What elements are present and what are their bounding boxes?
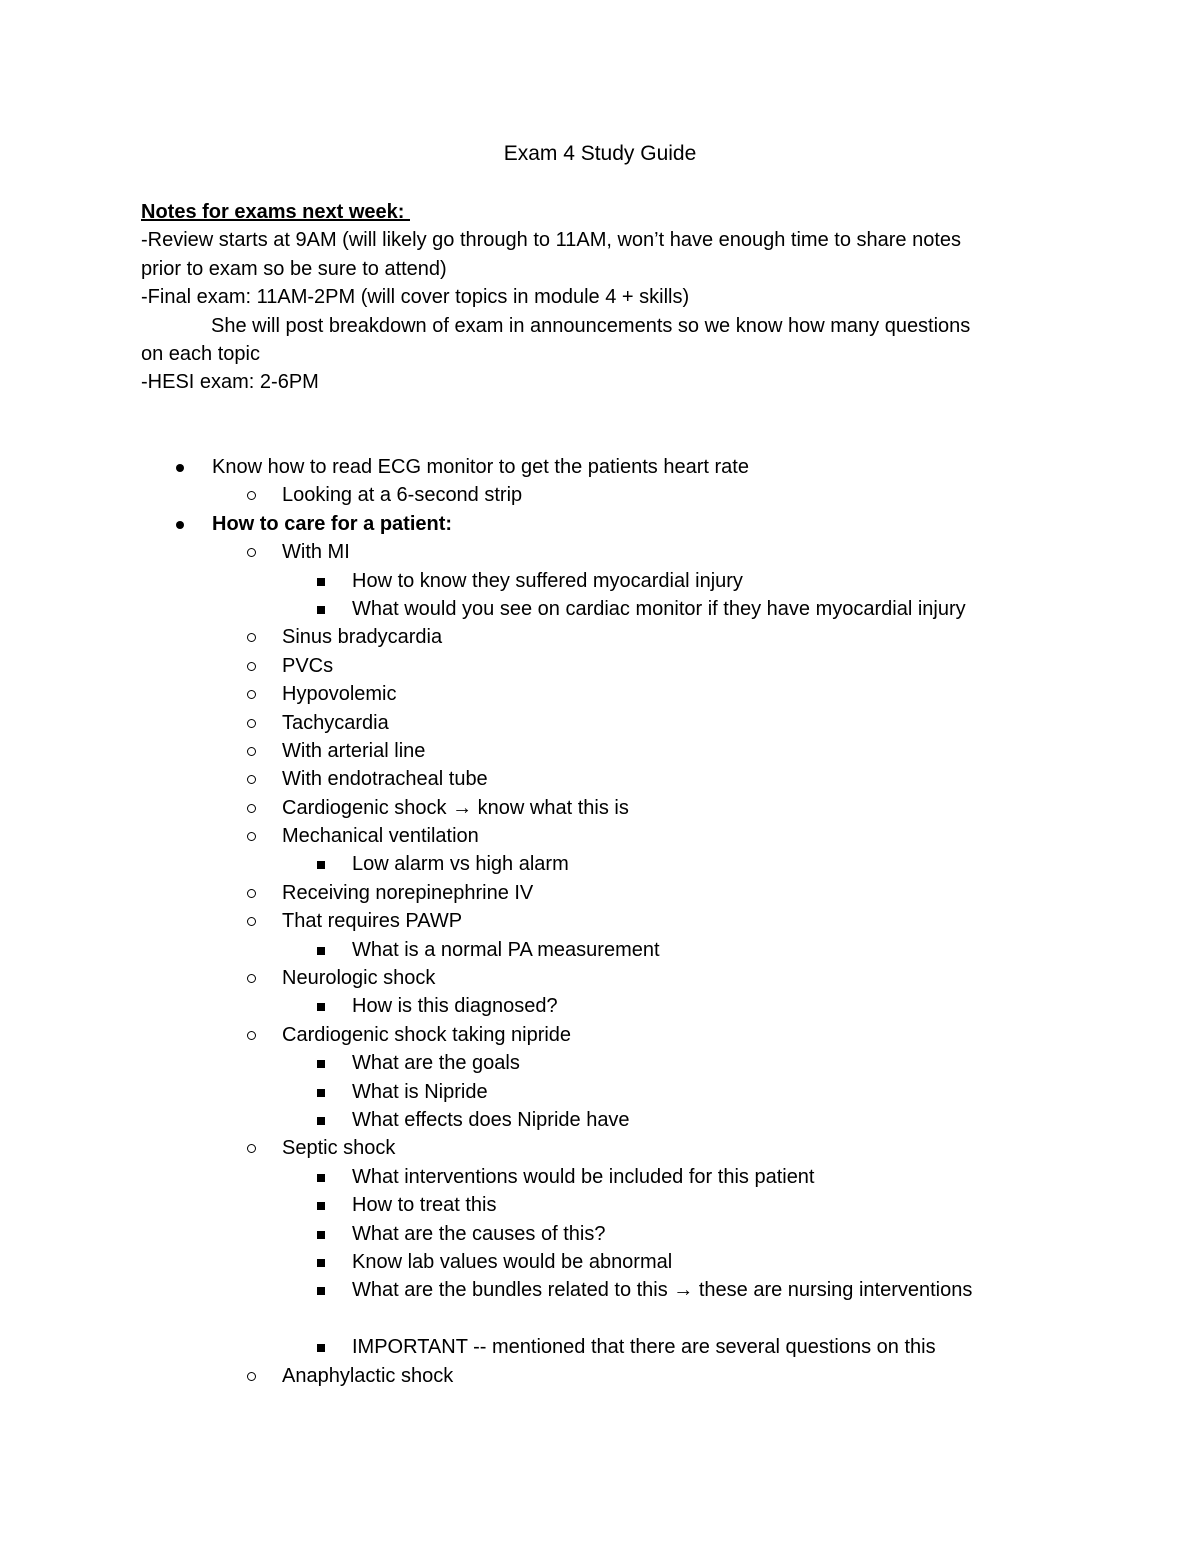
outline-item-text: Looking at a 6-second strip [282, 484, 523, 507]
outline-item-text: What effects does Nipride have [352, 1108, 630, 1131]
outline-item-text: Tachycardia [282, 711, 389, 734]
outline-item-level-3 [0, 1248, 1200, 1276]
outline-item-text: With arterial line [282, 739, 426, 762]
outline-item-level-2 [0, 964, 1200, 992]
outline-item-text: Neurologic shock [282, 967, 436, 990]
outline-item-level-2 [0, 709, 1200, 737]
outline-item-level-3 [0, 850, 1200, 878]
outline-item-level-3 [0, 595, 1200, 623]
outline-item-text: How is this diagnosed? [352, 995, 558, 1018]
document-title: Exam 4 Study Guide [503, 142, 697, 165]
outline-item-level-3 [0, 1078, 1200, 1106]
notes-line: -HESI exam: 2-6PM [141, 371, 319, 394]
outline-item-level-2 [0, 1134, 1200, 1162]
outline-item-text: With endotracheal tube [282, 768, 488, 791]
outline-item-level-3 [0, 1276, 1200, 1333]
outline-item-level-2 [0, 680, 1200, 708]
outline-item-level-2 [0, 538, 1200, 566]
outline-item-level-2 [0, 879, 1200, 907]
outline-item-level-3 [0, 567, 1200, 595]
outline-item-text: Septic shock [282, 1137, 396, 1160]
outline-item-level-1 [0, 510, 1200, 538]
outline-item-level-2 [0, 1362, 1200, 1390]
outline-item-level-2 [0, 623, 1200, 651]
outline-item-level-3 [0, 1106, 1200, 1134]
outline-item-level-3 [0, 992, 1200, 1020]
outline-item-text: Know how to read ECG monitor to get the patients heart rate [212, 456, 749, 478]
outline-item-text: Low alarm vs high alarm [352, 853, 569, 876]
outline-item-text: What is a normal PA measurement [352, 938, 660, 961]
notes-line: -Final exam: 11AM-2PM (will cover topics in module 4 + skills) [141, 286, 690, 309]
notes-line: on each topic [141, 343, 260, 366]
outline-item-text: Hypovolemic [282, 683, 397, 706]
outline-item-level-2 [0, 765, 1200, 793]
outline-item-text: Receiving norepinephrine IV [282, 881, 534, 904]
notes-line: prior to exam so be sure to attend) [141, 257, 447, 280]
outline-item-text: Sinus bradycardia [282, 626, 443, 649]
outline-item-level-1 [0, 453, 1200, 481]
outline-item-text: What are the goals [352, 1052, 520, 1075]
outline-item-level-3 [0, 1163, 1200, 1191]
outline-item-text: How to know they suffered myocardial injury [352, 569, 743, 592]
outline-item-text: Cardiogenic shock → know what this is [282, 796, 629, 819]
outline-item-text: How to treat this [352, 1194, 497, 1217]
outline-item-text: Know lab values would be abnormal [352, 1250, 673, 1273]
notes-line: -Review starts at 9AM (will likely go through to 11AM, won’t have enough time to share notes [141, 229, 962, 252]
outline-item-text: That requires PAWP [282, 910, 463, 933]
outline-item-level-2 [0, 737, 1200, 765]
exam-notes [141, 198, 1041, 397]
outline-item-text: PVCs [282, 654, 334, 677]
outline-item-level-2 [0, 822, 1200, 850]
outline-item-text: With MI [282, 541, 350, 564]
topic-outline [0, 453, 1200, 1390]
outline-item-text: IMPORTANT -- mentioned that there are several questions on this [352, 1336, 936, 1359]
outline-item-level-2 [0, 481, 1200, 509]
outline-item-level-3 [0, 1333, 1200, 1361]
outline-item-level-3 [0, 936, 1200, 964]
outline-item-text: What would you see on cardiac monitor if they have myocardial injury [352, 597, 966, 620]
outline-item-text: Cardiogenic shock taking nipride [282, 1023, 572, 1046]
outline-item-text: What are the bundles related to this → these are nursing interventions [352, 1279, 973, 1302]
outline-item-text: Mechanical ventilation [282, 825, 479, 848]
outline-item-level-2 [0, 652, 1200, 680]
outline-item-text: What is Nipride [352, 1080, 488, 1103]
outline-item-level-2 [0, 1021, 1200, 1049]
outline-item-level-3 [0, 1220, 1200, 1248]
outline-item-level-2 [0, 794, 1200, 822]
outline-item-level-2 [0, 907, 1200, 935]
notes-line: She will post breakdown of exam in announcements so we know how many questions [211, 314, 971, 337]
outline-item-text: What are the causes of this? [352, 1222, 606, 1245]
outline-item-level-3 [0, 1049, 1200, 1077]
outline-item-level-3 [0, 1191, 1200, 1219]
outline-item-text: What interventions would be included for this patient [352, 1165, 815, 1188]
outline-item-text: How to care for a patient: [212, 512, 453, 535]
outline-item-text: Anaphylactic shock [282, 1364, 454, 1387]
notes-heading: Notes for exams next week: [141, 201, 410, 223]
